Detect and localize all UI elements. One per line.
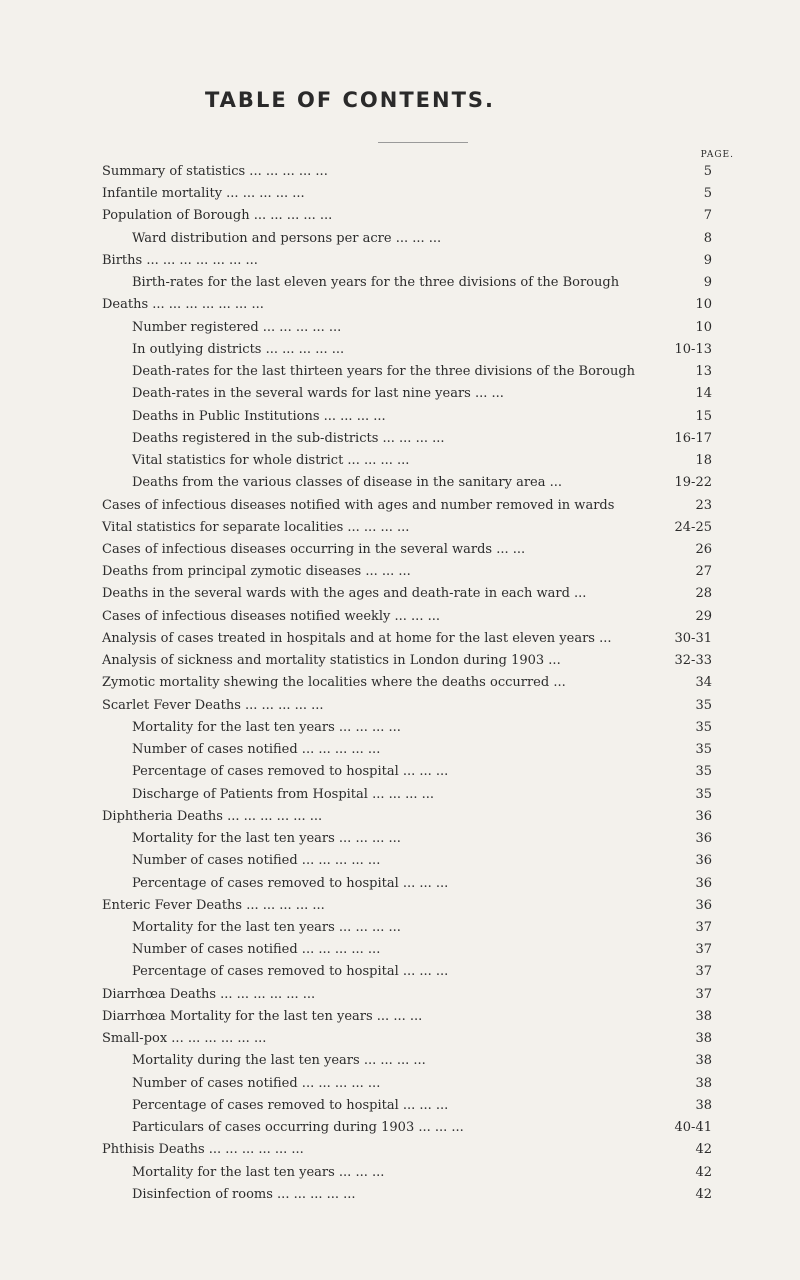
entry-label: Deaths ... ... ... ... ... ... ... — [102, 297, 264, 313]
entry-label: Mortality for the last ten years ... ... ... — [132, 1164, 385, 1180]
entry-label: Percentage of cases removed to hospital ... ... ... — [132, 875, 449, 891]
toc-entry — [102, 1028, 712, 1050]
title-divider — [378, 142, 468, 143]
entry-label: Number of cases notified ... ... ... ... ... — [132, 942, 381, 958]
entry-page: 38 — [695, 1008, 712, 1024]
entry-label: Diarrhœa Deaths ... ... ... ... ... ... — [102, 986, 316, 1002]
toc-entry — [102, 806, 712, 828]
entry-page: 28 — [695, 586, 712, 602]
toc-entry — [102, 361, 712, 383]
toc-entry — [102, 1073, 712, 1095]
entry-page: 37 — [695, 986, 712, 1002]
entry-page: 26 — [695, 541, 712, 557]
entry-page: 8 — [703, 230, 712, 246]
entry-page: 10 — [695, 319, 712, 335]
entry-page: 35 — [695, 742, 712, 758]
toc-entry — [102, 650, 712, 672]
entry-page: 32-33 — [674, 653, 712, 669]
contents-list — [102, 161, 712, 1206]
toc-entry — [102, 784, 712, 806]
entry-page: 38 — [695, 1053, 712, 1069]
entry-page: 36 — [695, 808, 712, 824]
entry-label: Death-rates for the last thirteen years for the three divisions of the Borough — [132, 364, 636, 380]
entry-page: 35 — [695, 697, 712, 713]
entry-page: 35 — [695, 719, 712, 735]
entry-page: 36 — [695, 831, 712, 847]
entry-page: 9 — [703, 252, 712, 268]
toc-entry — [102, 383, 712, 405]
entry-label: Ward distribution and persons per acre ... ... ... — [132, 230, 442, 246]
entry-page: 14 — [695, 386, 712, 402]
toc-entry — [102, 450, 712, 472]
toc-entry — [102, 761, 712, 783]
entry-label: Mortality for the last ten years ... ... ... ... — [132, 831, 401, 847]
entry-page: 27 — [695, 564, 712, 580]
entry-page: 38 — [695, 1097, 712, 1113]
entry-page: 36 — [695, 875, 712, 891]
entry-label: Analysis of sickness and mortality statistics in London during 1903 ... — [102, 653, 561, 669]
toc-entry — [102, 495, 712, 517]
toc-entry — [102, 272, 712, 294]
toc-entry — [102, 917, 712, 939]
entry-page: 7 — [703, 208, 712, 224]
entry-label: Number of cases notified ... ... ... ... ... — [132, 853, 381, 869]
entry-label: Mortality during the last ten years ... ... ... ... — [132, 1053, 426, 1069]
entry-page: 38 — [695, 1031, 712, 1047]
entry-page: 24-25 — [674, 519, 712, 535]
toc-entry — [102, 250, 712, 272]
entry-label: Number registered ... ... ... ... ... — [132, 319, 342, 335]
toc-entry — [102, 606, 712, 628]
entry-page: 30-31 — [674, 630, 712, 646]
entry-label: Number of cases notified ... ... ... ... ... — [132, 742, 381, 758]
page-title: TABLE OF CONTENTS. — [204, 88, 495, 112]
entry-page: 42 — [695, 1186, 712, 1202]
toc-entry — [102, 695, 712, 717]
entry-label: Phthisis Deaths ... ... ... ... ... ... — [102, 1142, 304, 1158]
entry-label: Deaths registered in the sub-districts ... ... ... ... — [132, 430, 445, 446]
entry-label: Diarrhœa Mortality for the last ten years ... ... ... — [102, 1008, 423, 1024]
entry-label: Percentage of cases removed to hospital ... ... ... — [132, 964, 449, 980]
entry-page: 37 — [695, 942, 712, 958]
entry-page: 35 — [695, 764, 712, 780]
toc-entry — [102, 739, 712, 761]
entry-label: Deaths in the several wards with the ages and death-rate in each ward ... — [102, 586, 587, 602]
entry-label: Deaths from principal zymotic diseases ... ... ... — [102, 564, 411, 580]
entry-label: Percentage of cases removed to hospital ... ... ... — [132, 764, 449, 780]
entry-page: 23 — [695, 497, 712, 513]
toc-entry — [102, 294, 712, 316]
entry-label: Birth-rates for the last eleven years for the three divisions of the Borough — [132, 275, 620, 291]
entry-label: Percentage of cases removed to hospital ... ... ... — [132, 1097, 449, 1113]
toc-entry — [102, 895, 712, 917]
toc-entry — [102, 339, 712, 361]
entry-page: 36 — [695, 853, 712, 869]
entry-page: 37 — [695, 919, 712, 935]
entry-label: Deaths in Public Institutions ... ... ... ... — [132, 408, 386, 424]
entry-label: Enteric Fever Deaths ... ... ... ... ... — [102, 897, 325, 913]
toc-entry — [102, 717, 712, 739]
toc-entry — [102, 228, 712, 250]
toc-entry — [102, 628, 712, 650]
toc-entry — [102, 517, 712, 539]
toc-entry — [102, 1050, 712, 1072]
toc-entry — [102, 850, 712, 872]
toc-entry — [102, 472, 712, 494]
entry-page: 19-22 — [674, 475, 712, 491]
entry-page: 29 — [695, 608, 712, 624]
entry-page: 40-41 — [674, 1120, 712, 1136]
entry-label: Death-rates in the several wards for last nine years ... ... — [132, 386, 504, 402]
toc-entry — [102, 939, 712, 961]
toc-entry — [102, 317, 712, 339]
toc-entry — [102, 561, 712, 583]
entry-page: 5 — [703, 164, 712, 179]
entry-page: 5 — [703, 186, 712, 202]
entry-page: 37 — [695, 964, 712, 980]
toc-entry — [102, 583, 712, 605]
entry-page: 36 — [695, 897, 712, 913]
toc-entry — [102, 672, 712, 694]
entry-label: Particulars of cases occurring during 1903 ... ... ... — [132, 1120, 464, 1136]
entry-label: Number of cases notified ... ... ... ... ... — [132, 1075, 381, 1091]
toc-entry — [102, 428, 712, 450]
entry-page: 42 — [695, 1164, 712, 1180]
entry-page: 34 — [695, 675, 712, 691]
page-column-header: PAGE. — [700, 150, 734, 160]
entry-label: Small-pox ... ... ... ... ... ... — [102, 1031, 267, 1047]
entry-label: Analysis of cases treated in hospitals and at home for the last eleven years ... — [102, 630, 612, 646]
entry-label: Population of Borough ... ... ... ... ... — [102, 208, 333, 224]
toc-entry — [102, 183, 712, 205]
entry-label: Vital statistics for whole district ... ... ... ... — [132, 453, 410, 469]
entry-label: Disinfection of rooms ... ... ... ... ... — [132, 1186, 356, 1202]
entry-page: 18 — [695, 453, 712, 469]
entry-label: Scarlet Fever Deaths ... ... ... ... ... — [102, 697, 324, 713]
entry-label: Cases of infectious diseases occurring in the several wards ... ... — [102, 541, 526, 557]
entry-label: Births ... ... ... ... ... ... ... — [102, 252, 258, 268]
entry-label: Vital statistics for separate localities ... ... ... ... — [102, 519, 410, 535]
entry-page: 42 — [695, 1142, 712, 1158]
entry-page: 35 — [695, 786, 712, 802]
entry-label: Discharge of Patients from Hospital ... ... ... ... — [132, 786, 435, 802]
toc-entry — [102, 1095, 712, 1117]
entry-label: Infantile mortality ... ... ... ... ... — [102, 186, 305, 202]
entry-label: Summary of statistics ... ... ... ... ... — [102, 164, 328, 179]
toc-entry — [102, 161, 712, 183]
entry-page: 10-13 — [674, 341, 712, 357]
entry-page: 16-17 — [674, 430, 712, 446]
entry-label: Cases of infectious diseases notified weekly ... ... ... — [102, 608, 440, 624]
entry-page: 13 — [695, 364, 712, 380]
toc-entry — [102, 1162, 712, 1184]
toc-entry — [102, 1117, 712, 1139]
entry-page: 15 — [695, 408, 712, 424]
toc-entry — [102, 406, 712, 428]
entry-page: 38 — [695, 1075, 712, 1091]
entry-label: Zymotic mortality shewing the localities where the deaths occurred ... — [102, 675, 566, 691]
toc-entry — [102, 539, 712, 561]
toc-entry — [102, 205, 712, 227]
toc-entry — [102, 1184, 712, 1206]
toc-entry — [102, 1139, 712, 1161]
entry-label: Mortality for the last ten years ... ... ... ... — [132, 919, 401, 935]
toc-entry — [102, 1006, 712, 1028]
toc-entry — [102, 984, 712, 1006]
entry-label: Deaths from the various classes of disease in the sanitary area ... — [132, 475, 563, 491]
toc-entry — [102, 828, 712, 850]
toc-entry — [102, 961, 712, 983]
entry-page: 10 — [695, 297, 712, 313]
entry-label: In outlying districts ... ... ... ... ... — [132, 341, 345, 357]
entry-label: Diphtheria Deaths ... ... ... ... ... ... — [102, 808, 323, 824]
entry-label: Cases of infectious diseases notified with ages and number removed in wards — [102, 497, 615, 513]
entry-label: Mortality for the last ten years ... ... ... ... — [132, 719, 401, 735]
entry-page: 9 — [703, 275, 712, 291]
toc-entry — [102, 873, 712, 895]
